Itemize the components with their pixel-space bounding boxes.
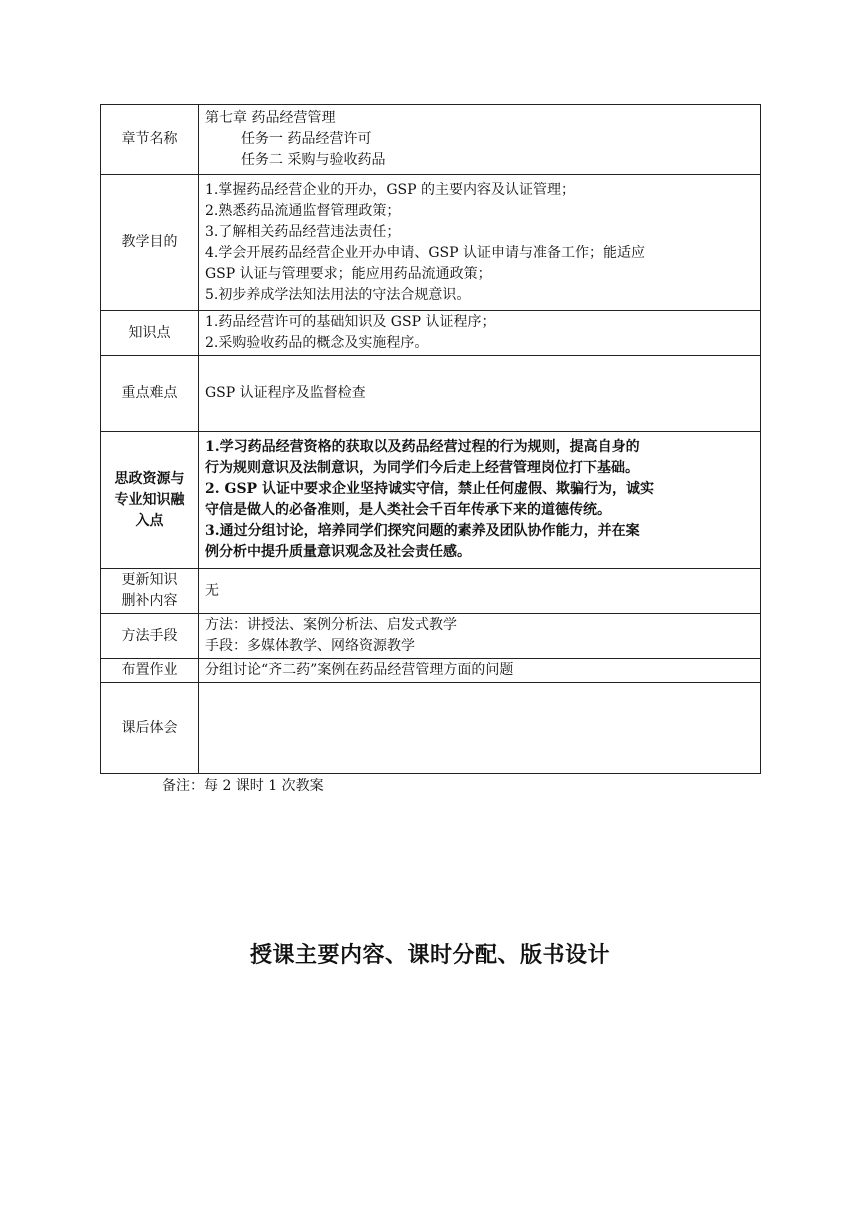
row-ideology — [101, 432, 761, 569]
methods-label: 方法手段 — [101, 614, 199, 659]
row-key-points — [101, 356, 761, 432]
ideology-line: 3.通过分组讨论，培养同学们探究问题的素养及团队协作能力，并在案 — [205, 523, 640, 539]
row-reflection — [101, 683, 761, 774]
means-line: 手段：多媒体教学、网络资源教学 — [205, 638, 415, 654]
homework-content: 分组讨论“齐二药”案例在药品经营管理方面的问题 — [199, 659, 761, 683]
homework-label: 布置作业 — [101, 659, 199, 683]
goals-content — [199, 175, 761, 311]
update-label-line: 更新知识 — [121, 572, 178, 588]
update-label-line: 删补内容 — [121, 593, 178, 609]
knowledge-line: 1.药品经营许可的基础知识及 GSP 认证程序； — [205, 314, 496, 330]
goal-line: 4.学会开展药品经营企业开办申请、GSP 认证申请与准备工作；能适应 — [205, 244, 646, 261]
ideology-line: 行为规则意识及法制意识，为同学们今后走上经营管理岗位打下基础。 — [205, 460, 639, 476]
chapter-content — [199, 105, 761, 175]
ideology-line: 2. GSP 认证中要求企业坚持诚实守信，禁止任何虚假、欺骗行为，诚实 — [205, 481, 654, 497]
methods-content — [199, 614, 761, 659]
knowledge-line: 2.采购验收药品的概念及实施程序。 — [205, 335, 429, 351]
row-goals — [101, 175, 761, 311]
row-update — [101, 569, 761, 614]
ideology-label-line: 入点 — [135, 512, 164, 529]
ideology-label-line: 思政资源与 — [114, 470, 185, 487]
goal-line: GSP 认证与管理要求；能应用药品流通政策； — [205, 265, 492, 282]
chapter-title: 第七章 药品经营管理 — [205, 110, 336, 126]
ideology-line: 1.学习药品经营资格的获取以及药品经营过程的行为规则，提高自身的 — [205, 439, 640, 455]
ideology-label-line: 专业知识融 — [114, 491, 185, 508]
section-heading: 授课主要内容、课时分配、版书设计 — [249, 942, 610, 968]
update-content: 无 — [199, 569, 761, 614]
chapter-label: 章节名称 — [101, 105, 199, 175]
update-label — [101, 569, 199, 614]
reflection-label: 课后体会 — [101, 683, 199, 774]
footnote: 备注：每 2 课时 1 次教案 — [162, 778, 324, 794]
goals-label: 教学目的 — [101, 175, 199, 311]
ideology-label — [101, 432, 199, 569]
task-one: 任务一 药品经营许可 — [241, 131, 372, 147]
task-two: 任务二 采购与验收药品 — [241, 152, 386, 168]
row-homework — [101, 659, 761, 683]
key-points-content: GSP 认证程序及监督检查 — [199, 356, 761, 432]
method-line: 方法：讲授法、案例分析法、启发式教学 — [205, 617, 457, 633]
knowledge-content — [199, 311, 761, 356]
goal-line: 1.掌握药品经营企业的开办，GSP 的主要内容及认证管理； — [205, 181, 576, 198]
ideology-content — [199, 432, 761, 569]
row-knowledge — [101, 311, 761, 356]
ideology-line: 守信是做人的必备准则，是人类社会千百年传承下来的道德传统。 — [205, 502, 611, 518]
goal-line: 5.初步养成学法知法用法的守法合规意识。 — [205, 286, 471, 303]
key-points-label: 重点难点 — [101, 356, 199, 432]
knowledge-label: 知识点 — [101, 311, 199, 356]
ideology-line: 例分析中提升质量意识观念及社会责任感。 — [205, 544, 471, 560]
reflection-content — [199, 683, 761, 774]
row-chapter — [101, 105, 761, 175]
goal-line: 3.了解相关药品经营违法责任； — [205, 223, 401, 240]
lesson-plan-table — [100, 104, 761, 774]
row-methods — [101, 614, 761, 659]
goal-line: 2.熟悉药品流通监督管理政策； — [205, 202, 401, 219]
